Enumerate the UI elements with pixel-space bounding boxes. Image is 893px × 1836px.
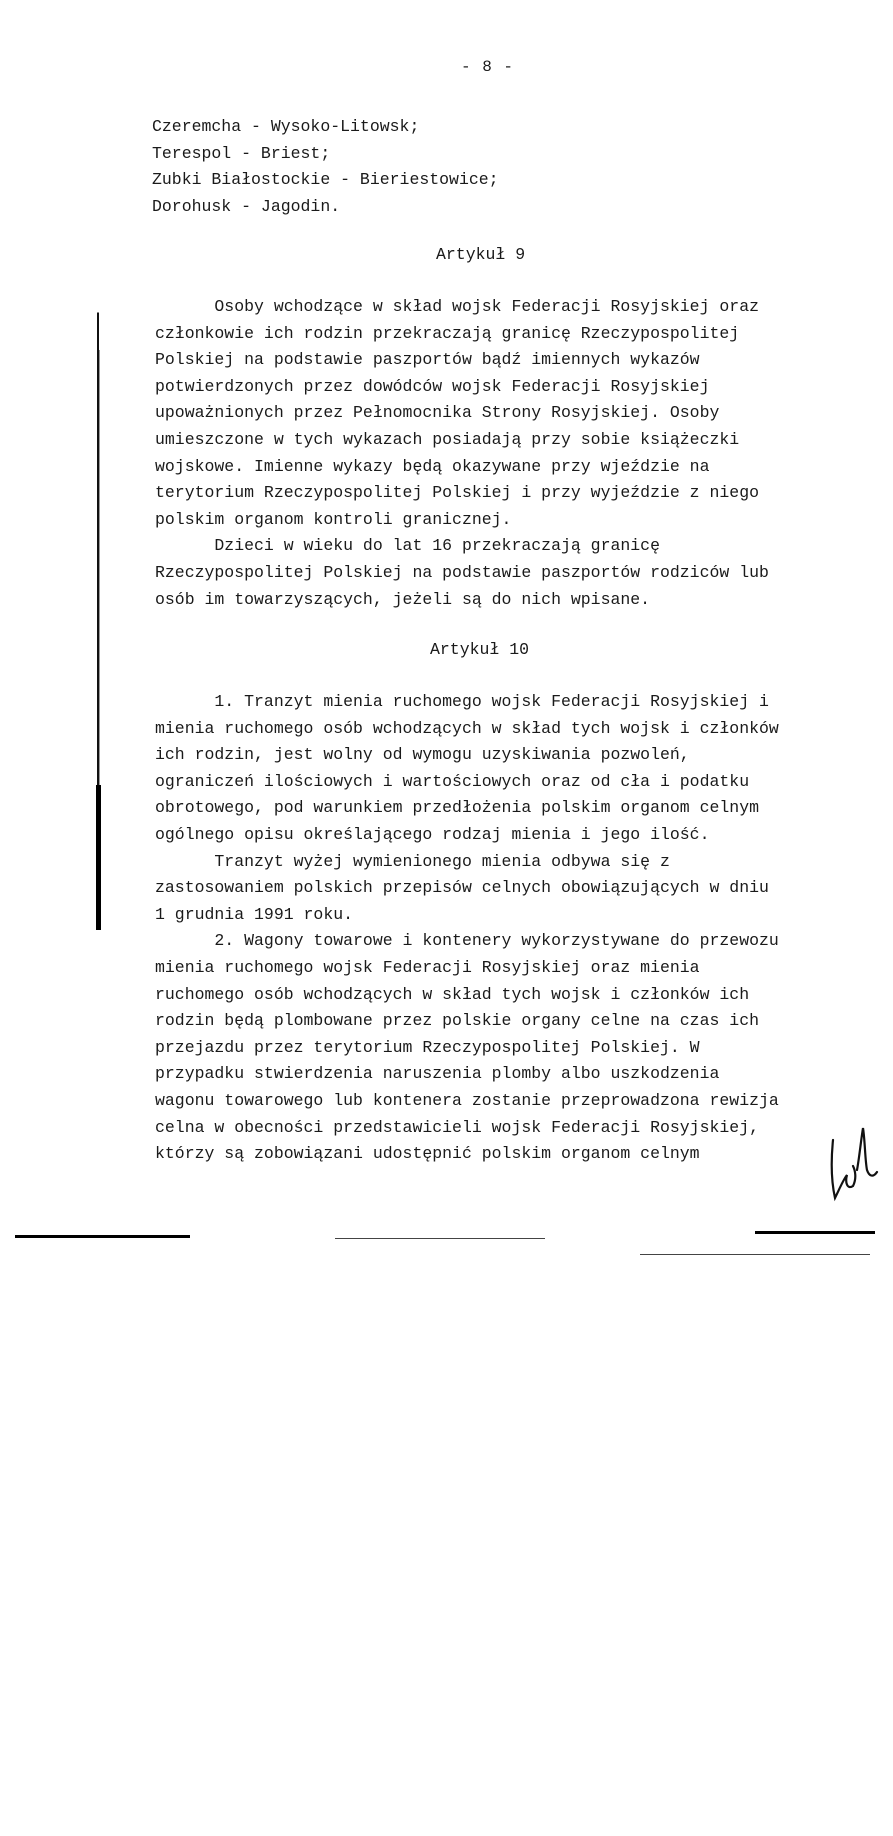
text-line: upoważnionych przez Pełnomocnika Strony Rosyjskiej. Osoby [155, 403, 720, 423]
text-line: celna w obecności przedstawicieli wojsk Federacji Rosyjskiej, [155, 1117, 759, 1137]
text-line: Osoby wchodzące w skład wojsk Federacji Rosyjskiej oraz [155, 297, 759, 316]
list-item: Dorohusk - Jagodin. [152, 196, 341, 216]
text-line: którzy są zobowiązani udostępnić polskim organom celnym [155, 1144, 700, 1164]
page-number: - 8 - [460, 58, 514, 76]
text-line: rodzin będą plombowane przez polskie organy celne na czas ich [155, 1011, 759, 1031]
text-line: Tranzyt wyżej wymienionego mienia odbywa się z [155, 851, 670, 871]
text-line: Dzieci w wieku do lat 16 przekraczają granicę [155, 536, 660, 556]
list-item: Czeremcha - Wysoko-Litowsk; [152, 117, 420, 136]
text-line: 1. Tranzyt mienia ruchomego wojsk Federacji Rosyjskiej i [155, 692, 769, 711]
text-line: ogólnego opisu określającego rodzaj mienia i jego ilość. [155, 824, 710, 844]
text-line: osób im towarzyszących, jeżeli są do nich wpisane. [155, 589, 651, 609]
text-line: 2. Wagony towarowe i kontenery wykorzystywane do przewozu [155, 931, 779, 951]
article-9-body [155, 294, 769, 613]
bottom-edge-line-left [15, 1235, 190, 1238]
text-line: zastosowaniem polskich przepisów celnych obowiązujących w dniu [155, 878, 769, 898]
text-line: Rzeczypospolitej Polskiej na podstawie paszportów rodziców lub [155, 562, 769, 582]
text-line: ograniczeń ilościowych i wartościowych oraz od cła i podatku [155, 771, 750, 791]
handwritten-initials-signature [825, 1120, 880, 1205]
text-line: Polskiej na podstawie paszportów bądź imiennych wykazów [155, 350, 700, 370]
text-line: mienia ruchomego osób wchodzących w skład tych wojsk i członków [155, 718, 779, 738]
bottom-edge-line-mid [335, 1238, 545, 1239]
text-line: członkowie ich rodzin przekraczają granicę Rzeczypospolitej [155, 323, 740, 343]
article-10-heading: Artykuł 10 [430, 640, 530, 659]
text-line: przypadku stwierdzenia naruszenia plomby albo uszkodzenia [155, 1064, 720, 1084]
list-item: Terespol - Briest; [152, 143, 331, 163]
article-10-body [155, 689, 779, 1168]
text-line: umieszczone w tych wykazach posiadają przy sobie książeczki [155, 429, 740, 449]
text-line: 1 grudnia 1991 roku. [155, 904, 354, 924]
article-9-heading: Artykuł 9 [436, 245, 526, 264]
text-line: ruchomego osób wchodzących w skład tych wojsk i członków ich [155, 984, 750, 1004]
border-crossing-list [152, 114, 499, 220]
list-item: Zubki Białostockie - Bieriestowice; [152, 170, 499, 189]
text-line: wagonu towarowego lub kontenera zostanie przeprowadzona rewizja [155, 1090, 779, 1110]
text-line: polskim organom kontroli granicznej. [155, 509, 512, 529]
text-line: terytorium Rzeczypospolitej Polskiej i przy wyjeździe z niego [155, 483, 759, 503]
bottom-edge-line-far-right [640, 1254, 870, 1255]
bottom-edge-line-right [755, 1231, 875, 1234]
text-line: wojskowe. Imienne wykazy będą okazywane przy wjeździe na [155, 456, 710, 476]
text-line: obrotowego, pod warunkiem przedłożenia polskim organom celnym [155, 798, 759, 818]
binding-edge [96, 0, 106, 1240]
text-line: przejazdu przez terytorium Rzeczypospolitej Polskiej. W [155, 1037, 700, 1057]
text-line: potwierdzonych przez dowódców wojsk Federacji Rosyjskiej [155, 376, 710, 396]
text-line: mienia ruchomego wojsk Federacji Rosyjskiej oraz mienia [155, 957, 700, 977]
text-line: ich rodzin, jest wolny od wymogu uzyskiwania pozwoleń, [155, 745, 690, 765]
